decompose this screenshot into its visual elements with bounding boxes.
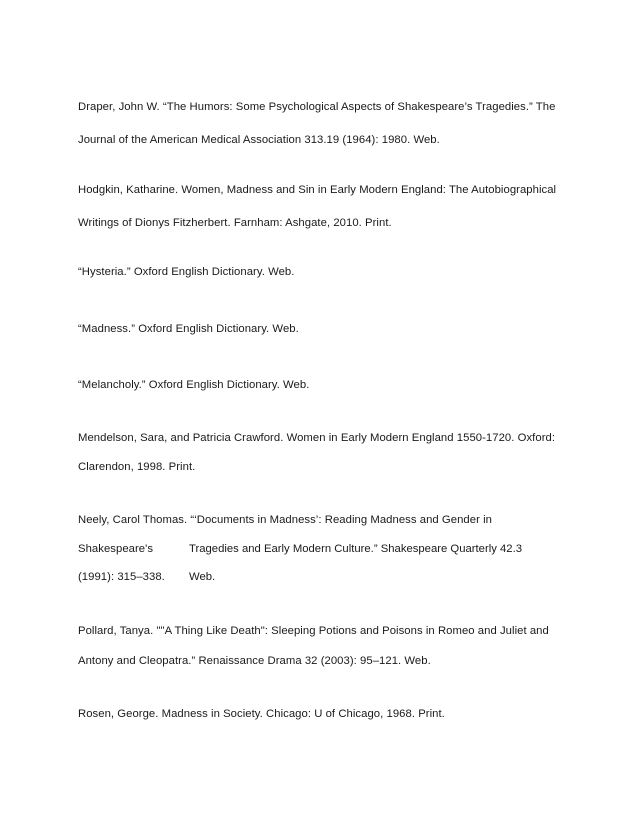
citation-hodgkin-line-2: Writings of Dionys Fitzherbert. Farnham: Ashgate, 2010. Print. (78, 217, 392, 229)
citation-mendelson-line-1: Mendelson, Sara, and Patricia Crawford. Women in Early Modern England 1550-1720. Oxford: (78, 432, 556, 444)
citation-neely-line-3b: Web. (189, 571, 216, 583)
citation-neely-line-3a: (1991): 315–338. (78, 571, 165, 583)
citation-hodgkin-line-1: Hodgkin, Katharine. Women, Madness and Sin in Early Modern England: The Autobiographical (78, 184, 557, 196)
citation-mendelson-line-2: Clarendon, 1998. Print. (78, 461, 196, 473)
citation-pollard-line-1: Pollard, Tanya. ""A Thing Like Death": Sleeping Potions and Poisons in Romeo and Juliet and (78, 625, 549, 637)
citation-draper-line-1: Draper, John W. “The Humors: Some Psychological Aspects of Shakespeare’s Tragedies.” The (78, 101, 556, 113)
citation-neely-line-2b: Tragedies and Early Modern Culture.” Shakespeare Quarterly 42.3 (189, 543, 523, 555)
citation-neely-line-1: Neely, Carol Thomas. “‘Documents in Madness’: Reading Madness and Gender in (78, 514, 492, 526)
citation-draper-line-2: Journal of the American Medical Association 313.19 (1964): 1980. Web. (78, 134, 440, 146)
citation-rosen: Rosen, George. Madness in Society. Chicago: U of Chicago, 1968. Print. (78, 708, 445, 720)
citation-melancholy: “Melancholy.” Oxford English Dictionary. Web. (78, 379, 310, 391)
citation-madness: “Madness.” Oxford English Dictionary. Web. (78, 323, 299, 335)
citation-neely-line-2a: Shakespeare's (78, 543, 154, 555)
citation-hysteria: “Hysteria.” Oxford English Dictionary. Web. (78, 266, 295, 278)
citation-pollard-line-2: Antony and Cleopatra.” Renaissance Drama 32 (2003): 95–121. Web. (78, 655, 431, 667)
